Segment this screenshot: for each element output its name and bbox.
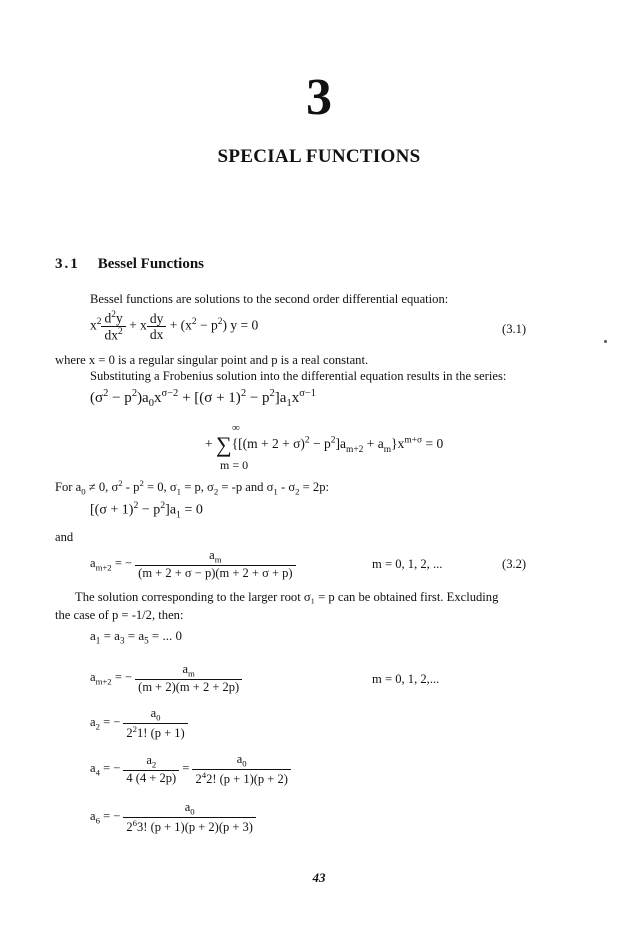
equation-3-1: $x^2$ $\frac{d^2y}{dx^2}$ + x $\frac{dy}{dx}$ + $(x^2 - p^2) y = 0$	[90, 310, 259, 343]
series-line-2: + $\sum\{[(m + 2 + \sigma)^2 - p^2]a_{m+2} + a_m\}x^{m+\sigma} = 0$	[205, 432, 444, 457]
section-number: 3.1	[55, 256, 80, 272]
recurrence-equation: $a_{m+2}$ = − $\frac{a_m}{(m + 2)(m + 2 + 2p)}$	[90, 662, 242, 694]
a0-condition-line: For $a_0 \ne 0$, $\sigma^2 - p^2 = 0$, $\sigma_1 = p$, $\sigma_2 = -p$ and $\sigma_1 - \sigma_2 = 2p$:	[55, 478, 330, 497]
sum-lower-limit: m = 0	[220, 458, 249, 472]
case-paragraph: the case of p = -1/2, then:	[55, 608, 184, 622]
page-number: 43	[312, 870, 326, 885]
intro-paragraph: Bessel functions are solutions to the second order differential equation:	[90, 292, 449, 306]
m-range-1: m = 0, 1, 2, ...	[372, 557, 443, 571]
and-word: and	[55, 530, 74, 544]
a6-equation: $a_6$ = − $\frac{a_0}{2^63! (p + 1)(p + 2)(p + 3)}$	[90, 800, 256, 834]
chapter-title: SPECIAL FUNCTIONS	[217, 146, 421, 167]
odd-coefficients-equation: $a_1 = a_3 = a_5$ = ... 0	[90, 628, 182, 646]
where-paragraph: where x = 0 is a regular singular point and p is a real constant.	[55, 353, 369, 367]
a2-equation: $a_2$ = − $\frac{a_0}{2^21! (p + 1)}$	[90, 706, 188, 740]
series-line-1: $(\sigma^2 - p^2)a_0x^{\sigma-2} + [(\sigma + 1)^2 - p^2]a_1x^{\sigma-1}$	[90, 388, 317, 409]
m-range-2: m = 0, 1, 2,...	[372, 672, 440, 686]
a4-equation: $a_4$ = − $\frac{a_2}{4 (4 + 2p)}$ = $\frac{a_0}{2^42! (p + 1)(p + 2)}$	[90, 752, 291, 786]
equation-label-3-2: (3.2)	[502, 557, 527, 571]
a1-equation: $[(\sigma + 1)^2 - p^2]a_1 = 0$	[90, 500, 203, 521]
section-title: Bessel Functions	[97, 256, 205, 272]
section-heading	[55, 256, 204, 273]
substitution-paragraph: Substituting a Frobenius solution into the differential equation results in the series:	[90, 369, 507, 383]
equation-label-3-1: (3.1)	[502, 322, 527, 336]
chapter-number: 3	[306, 69, 332, 126]
sum-upper-limit: ∞	[232, 422, 240, 434]
equation-3-2: $a_{m+2}$ = − $\frac{a_m}{(m + 2 + \sigma - p)(m + 2 + \sigma + p)}$	[90, 548, 296, 580]
larger-root-paragraph: The solution corresponding to the larger root σ₁ = p can be obtained first. Excluding	[75, 590, 499, 604]
stray-mark	[604, 340, 607, 343]
